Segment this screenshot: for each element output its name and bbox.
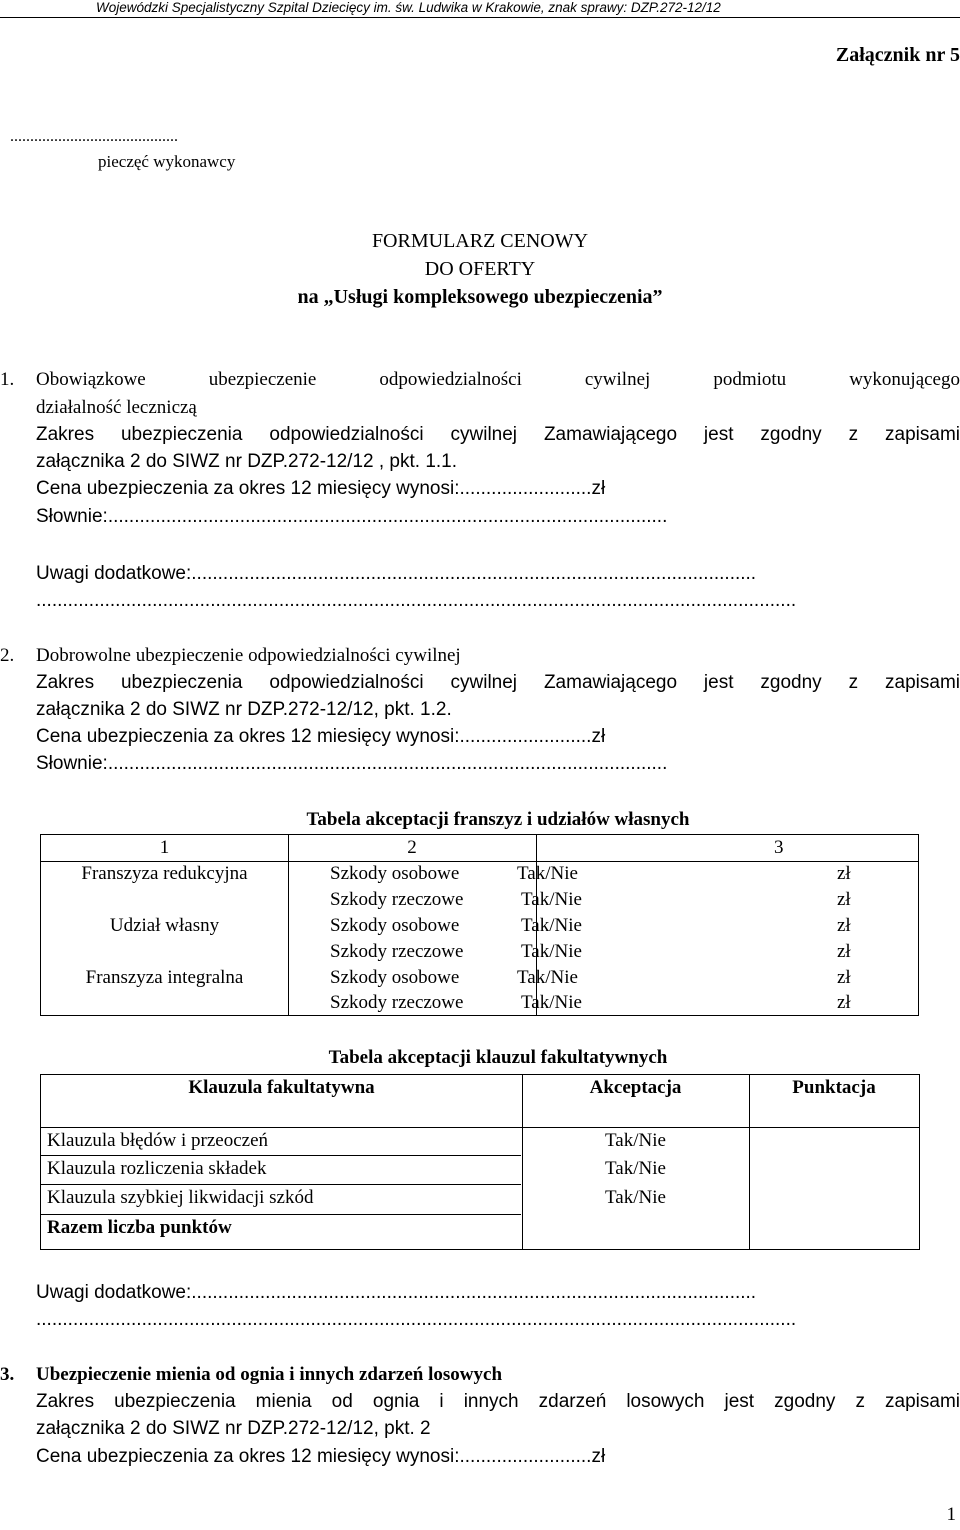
- clause-acceptance: Tak/Nie: [605, 1130, 666, 1151]
- header-rule: [0, 17, 960, 18]
- section1-remarks-line2: ................................................................................................................................................: [36, 590, 797, 611]
- table-row-c4: zł: [837, 915, 851, 936]
- deductibles-col-header-1: 1: [159, 837, 170, 858]
- clause-label: Klauzula rozliczenia składek: [47, 1158, 267, 1179]
- section1-price: Cena ubezpieczenia za okres 12 miesięcy wynosi:.........................zł: [36, 478, 606, 499]
- clause-acceptance: Tak/Nie: [605, 1158, 666, 1179]
- table-row-c2: Szkody osobowe: [330, 915, 460, 936]
- section2-words: Słownie:..........................................................................................................: [36, 753, 668, 774]
- clauses-header-clause: Klauzula fakultatywna: [188, 1077, 375, 1098]
- section3-scope-line1: Zakres ubezpieczenia mienia od ognia i innych zdarzeń losowych jest zgodny z zapisami: [36, 1391, 960, 1412]
- table-row-c4: zł: [837, 863, 851, 884]
- attachment-label: Załącznik nr 5: [835, 44, 960, 66]
- clauses-header-acceptance: Akceptacja: [589, 1077, 682, 1098]
- title-line-1: FORMULARZ CENOWY: [371, 230, 589, 252]
- table-row-c4: zł: [837, 967, 851, 988]
- section2-price: Cena ubezpieczenia za okres 12 miesięcy wynosi:.........................zł: [36, 726, 606, 747]
- table-row-c2: Szkody osobowe: [330, 863, 460, 884]
- table-row-c1: Franszyza integralna: [85, 967, 244, 988]
- section2-remarks-line1: Uwagi dodatkowe:...........................................................................................................: [36, 1282, 757, 1303]
- table-row-c3: Tak/Nie: [521, 889, 582, 910]
- document-header: Wojewódzki Specjalistyczny Szpital Dziecięcy im. św. Ludwika w Krakowie, znak sprawy: DZP.272-12/12: [96, 0, 721, 15]
- title-line-3: na „Usługi kompleksowego ubezpieczenia”: [297, 286, 663, 308]
- table-row-c4: zł: [837, 889, 851, 910]
- section2-number: 2.: [0, 645, 15, 666]
- stamp-dots: ..........................................: [10, 128, 178, 145]
- section1-number: 1.: [0, 369, 15, 390]
- clauses-table-title: Tabela akceptacji klauzul fakultatywnych: [328, 1047, 668, 1068]
- table-row-c3: Tak/Nie: [521, 992, 582, 1013]
- section3-number: 3.: [0, 1364, 15, 1385]
- section1-heading-line1: Obowiązkowe ubezpieczenie odpowiedzialności cywilnej podmiotu wykonującego: [36, 369, 960, 390]
- stamp-label: pieczęć wykonawcy: [98, 152, 236, 171]
- section1-scope-line1: Zakres ubezpieczenia odpowiedzialności cywilnej Zamawiającego jest zgodny z zapisami: [36, 424, 960, 445]
- table-row-c4: zł: [837, 941, 851, 962]
- table-row-c2: Szkody rzeczowe: [330, 941, 464, 962]
- section3-price: Cena ubezpieczenia za okres 12 miesięcy wynosi:.........................zł: [36, 1446, 606, 1467]
- clause-acceptance: Tak/Nie: [605, 1187, 666, 1208]
- section3-scope-line2: załącznika 2 do SIWZ nr DZP.272-12/12, pkt. 2: [36, 1418, 431, 1439]
- clause-label: Klauzula szybkiej likwidacji szkód: [47, 1187, 314, 1208]
- clauses-total-label: Razem liczba punktów: [47, 1217, 232, 1238]
- section3-heading: Ubezpieczenie mienia od ognia i innych zdarzeń losowych: [36, 1364, 503, 1385]
- table-row-c2: Szkody rzeczowe: [330, 992, 464, 1013]
- section2-remarks-line2: ................................................................................................................................................: [36, 1309, 797, 1330]
- page-number: 1: [946, 1504, 956, 1525]
- deductibles-table: 1 2 3 Franszyza redukcyjna Szkody osobowe Tak/Nie zł Szkody rzeczowe Tak/Nie zł Udział własny Szkody osobowe Tak/Nie zł Szkody rzeczowe Tak/Nie zł Franszyza integralna Szkody osobowe Tak/Nie zł Szkody rzeczowe Tak/Nie zł: [40, 834, 919, 1016]
- table-row-c3: Tak/Nie: [521, 941, 582, 962]
- table-row-c3: Tak/Nie: [517, 967, 578, 988]
- section2-heading: Dobrowolne ubezpieczenie odpowiedzialności cywilnej: [36, 645, 461, 666]
- section2-scope-line2: załącznika 2 do SIWZ nr DZP.272-12/12, pkt. 1.2.: [36, 699, 452, 720]
- section2-scope-line1: Zakres ubezpieczenia odpowiedzialności cywilnej Zamawiającego jest zgodny z zapisami: [36, 672, 960, 693]
- clauses-table: [40, 1074, 920, 1250]
- section1-remarks-line1: Uwagi dodatkowe:...........................................................................................................: [36, 563, 757, 584]
- table-row-c4: zł: [837, 992, 851, 1013]
- deductibles-table-title: Tabela akceptacji franszyz i udziałów własnych: [306, 809, 690, 830]
- section1-heading-line2: działalność leczniczą: [36, 397, 197, 418]
- table-row-c1: Udział własny: [109, 915, 220, 936]
- table-row-c3: Tak/Nie: [517, 863, 578, 884]
- section1-scope-line2: załącznika 2 do SIWZ nr DZP.272-12/12 , pkt. 1.1.: [36, 451, 458, 472]
- table-row-c1: Franszyza redukcyjna: [81, 863, 248, 884]
- deductibles-col-header-2: 2: [407, 837, 417, 858]
- section1-words: Słownie:..........................................................................................................: [36, 506, 668, 527]
- table-row-c2: Szkody rzeczowe: [330, 889, 464, 910]
- clauses-header-score: Punktacja: [792, 1077, 876, 1098]
- table-row-c3: Tak/Nie: [521, 915, 582, 936]
- table-row-c2: Szkody osobowe: [330, 967, 460, 988]
- title-line-2: DO OFERTY: [424, 258, 536, 280]
- clause-label: Klauzula błędów i przeoczeń: [47, 1130, 269, 1151]
